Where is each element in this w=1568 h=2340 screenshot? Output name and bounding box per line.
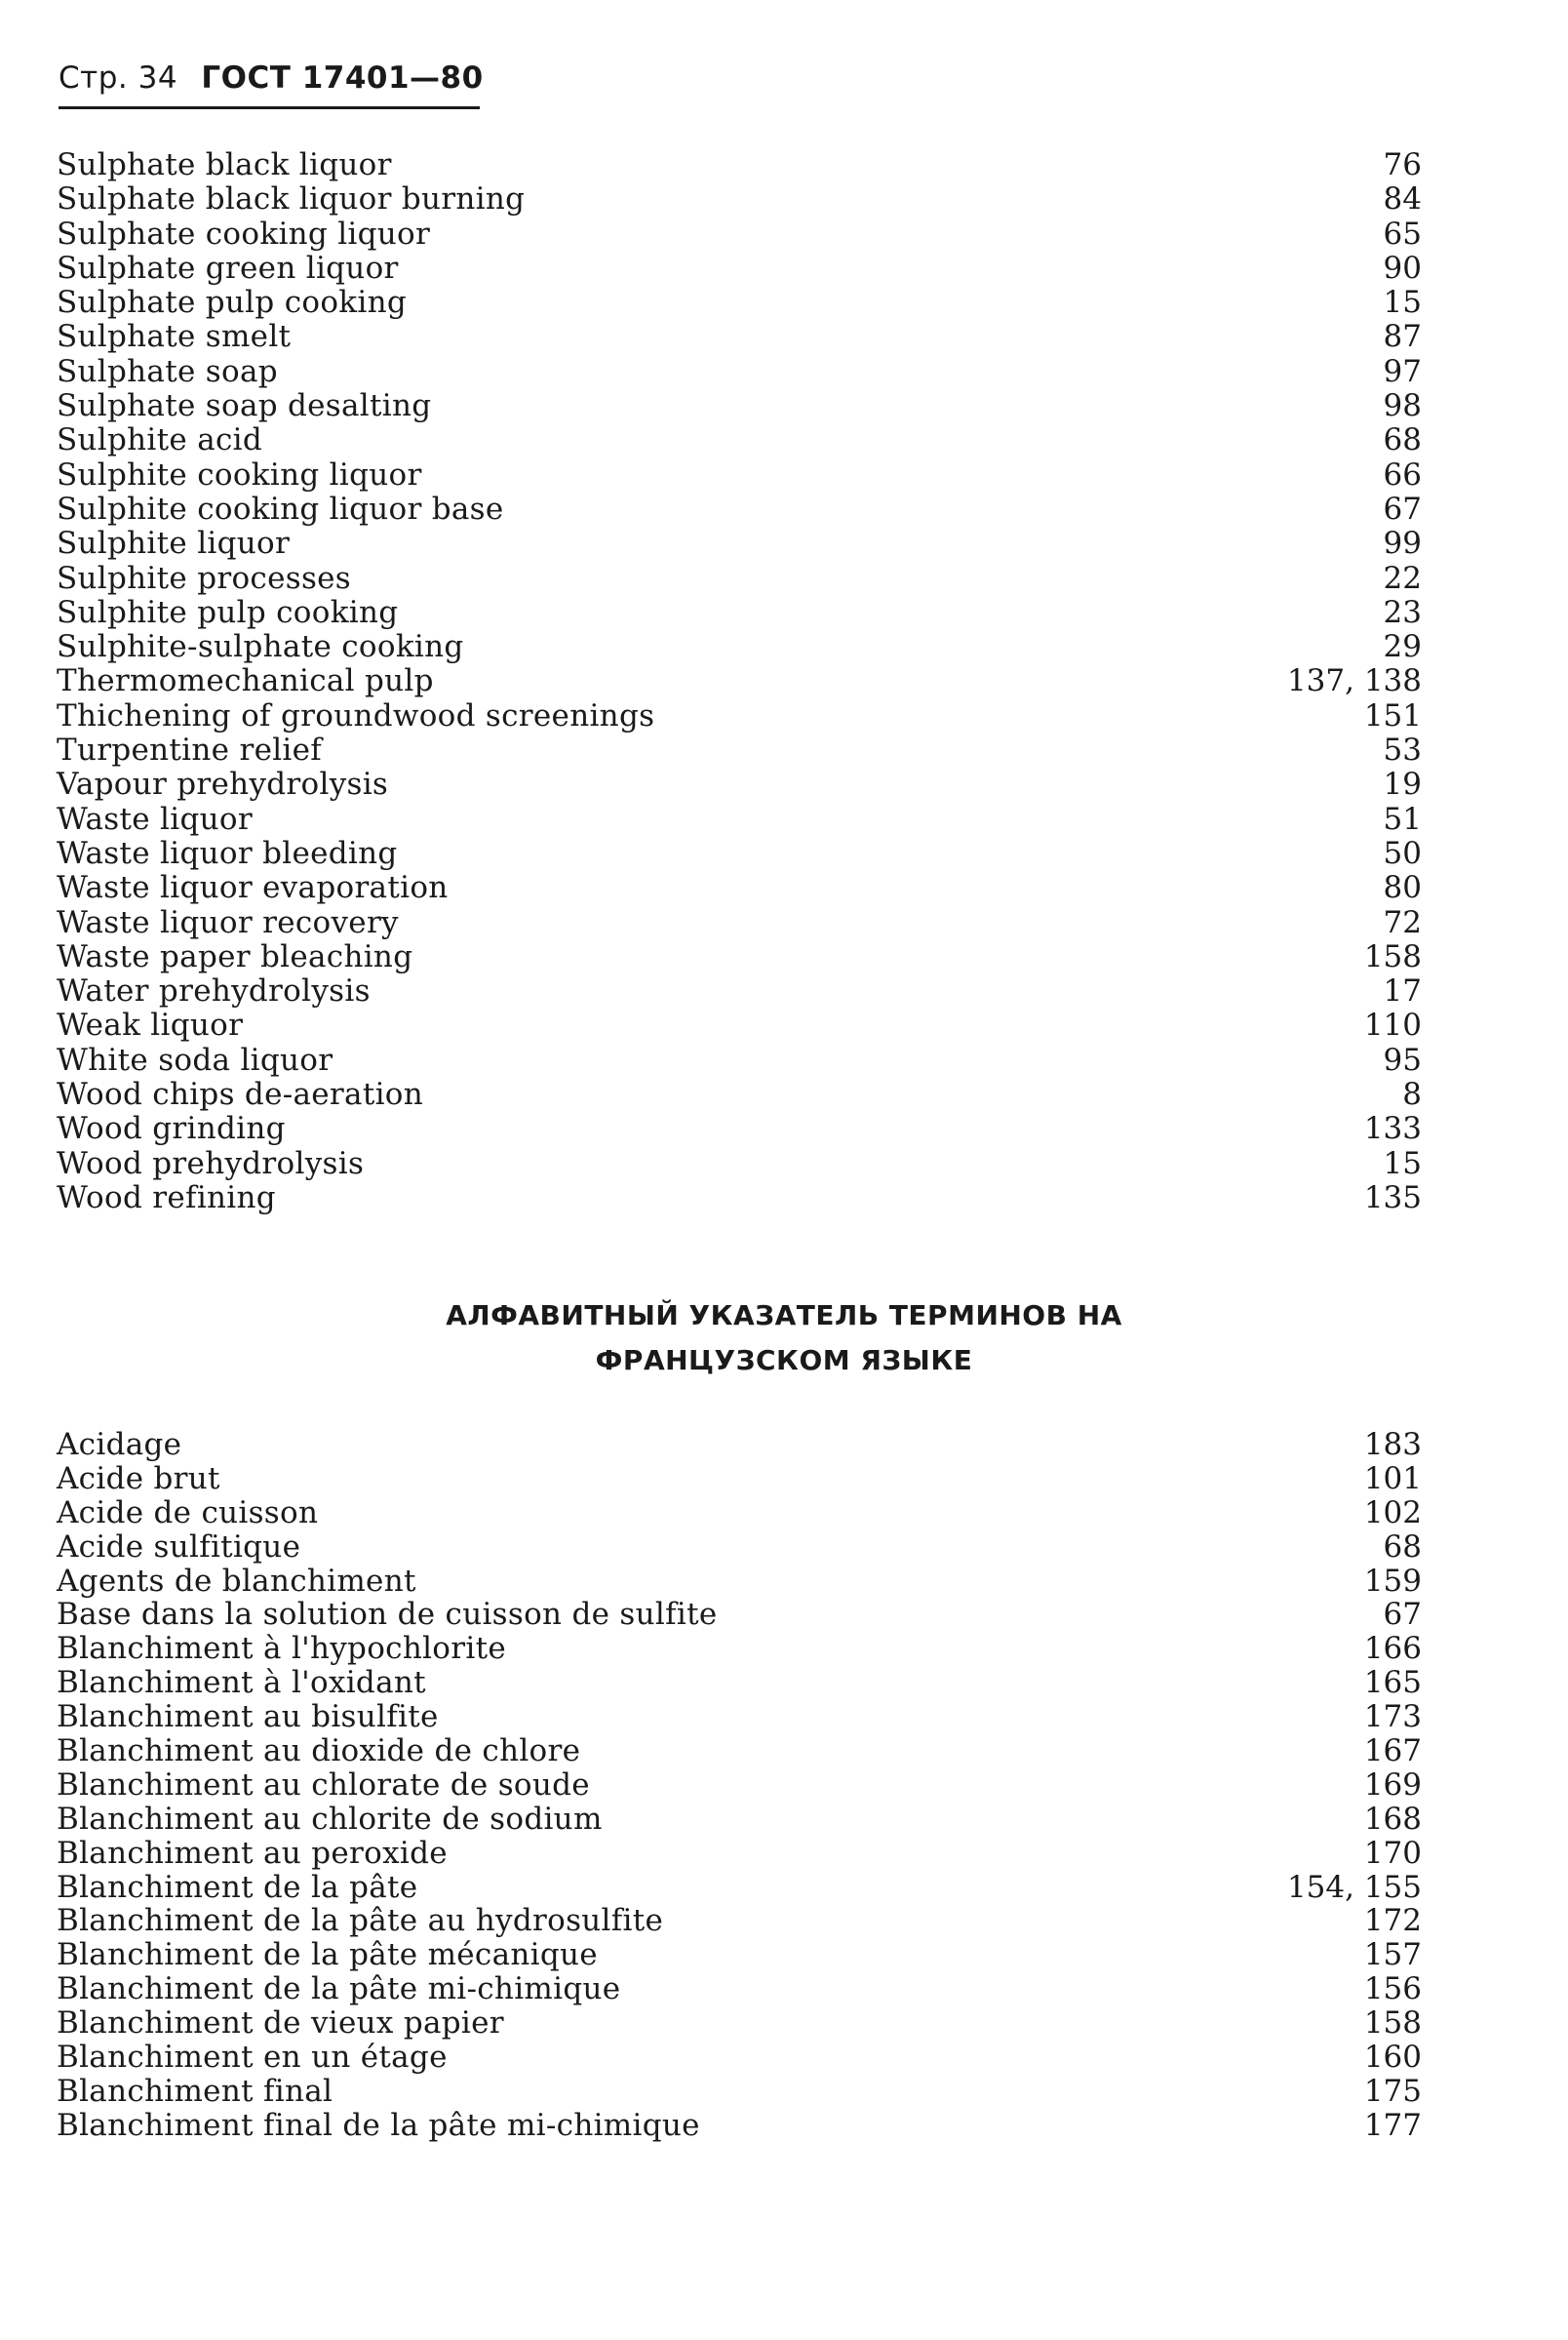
french-index-heading <box>0 1293 1568 1383</box>
index-term: White soda liquor <box>57 1042 333 1078</box>
index-term: Turpentine relief <box>57 733 323 769</box>
index-reference-number: 50 <box>1383 835 1422 871</box>
index-reference-number: 23 <box>1383 594 1422 630</box>
index-entry <box>57 1938 1422 1972</box>
index-term: Blanchiment au bisulfite <box>57 1699 439 1735</box>
index-reference-number: 175 <box>1363 2073 1422 2109</box>
index-entry <box>57 699 1422 734</box>
index-term: Sulphate cooking liquor <box>57 216 431 252</box>
index-reference-number: 133 <box>1363 1111 1422 1147</box>
index-term: Sulphite pulp cooking <box>57 594 399 630</box>
index-reference-number: 137, 138 <box>1286 663 1422 699</box>
index-term: Blanchiment au peroxide <box>57 1835 448 1871</box>
heading-line-2: ФРАНЦУЗСКОМ ЯЗЫКЕ <box>595 1344 973 1376</box>
index-reference-number: 67 <box>1383 1597 1422 1633</box>
index-term: Blanchiment de la pâte <box>57 1869 418 1905</box>
index-entry <box>57 148 1422 182</box>
index-reference-number: 65 <box>1383 216 1422 252</box>
index-term: Vapour prehydrolysis <box>57 767 389 803</box>
index-term: Weak liquor <box>57 1008 244 1044</box>
index-reference-number: 72 <box>1383 904 1422 940</box>
index-reference-number: 158 <box>1363 2005 1422 2042</box>
index-term: Sulphate black liquor burning <box>57 181 526 218</box>
index-reference-number: 158 <box>1363 938 1422 974</box>
index-term: Blanchiment de la pâte mécanique <box>57 1937 598 1973</box>
index-term: Blanchiment en un étage <box>57 2040 448 2076</box>
index-term: Agents de blanchiment <box>57 1563 416 1599</box>
english-term-index <box>57 148 1422 1215</box>
index-entry <box>57 389 1422 423</box>
index-reference-number: 68 <box>1383 422 1422 458</box>
index-term: Sulphite acid <box>57 422 263 458</box>
index-term: Blanchiment final <box>57 2073 333 2109</box>
index-reference-number: 135 <box>1363 1179 1422 1215</box>
index-term: Acidage <box>57 1427 182 1462</box>
index-entry <box>57 1112 1422 1146</box>
index-term: Blanchiment de la pâte mi-chimique <box>57 1971 621 2007</box>
index-term: Base dans la solution de cuisson de sulfite <box>57 1597 718 1633</box>
index-entry <box>57 458 1422 493</box>
index-reference-number: 170 <box>1363 1835 1422 1871</box>
index-term: Sulphate soap desalting <box>57 388 432 424</box>
index-entry <box>57 1565 1422 1599</box>
index-entry <box>57 1972 1422 2006</box>
index-term: Sulphate smelt <box>57 319 292 355</box>
page-number: Стр. 34 <box>59 60 178 96</box>
index-entry <box>57 1871 1422 1905</box>
index-reference-number: 22 <box>1383 560 1422 596</box>
index-entry <box>57 1428 1422 1462</box>
index-entry <box>57 1496 1422 1530</box>
index-reference-number: 19 <box>1383 767 1422 803</box>
index-entry <box>57 1181 1422 1215</box>
index-entry <box>57 2109 1422 2143</box>
index-term: Waste liquor bleeding <box>57 835 398 871</box>
index-term: Thermomechanical pulp <box>57 663 434 699</box>
index-entry <box>57 493 1422 527</box>
index-term: Waste paper bleaching <box>57 938 413 974</box>
index-term: Blanchiment à l'hypochlorite <box>57 1631 507 1667</box>
french-term-index <box>57 1428 1422 2143</box>
page-header <box>59 60 484 96</box>
index-reference-number: 67 <box>1383 491 1422 527</box>
index-entry <box>57 562 1422 596</box>
index-reference-number: 159 <box>1363 1563 1422 1599</box>
index-reference-number: 97 <box>1383 353 1422 389</box>
index-reference-number: 160 <box>1363 2040 1422 2076</box>
index-entry <box>57 1598 1422 1632</box>
index-reference-number: 151 <box>1363 697 1422 734</box>
index-entry <box>57 734 1422 768</box>
standard-code: ГОСТ 17401—80 <box>201 60 484 96</box>
index-reference-number: 68 <box>1383 1528 1422 1565</box>
index-term: Acide sulfitique <box>57 1528 301 1565</box>
index-term: Blanchiment final de la pâte mi-chimique <box>57 2107 700 2143</box>
index-term: Blanchiment au chlorate de soude <box>57 1766 590 1803</box>
index-reference-number: 76 <box>1383 147 1422 182</box>
index-term: Wood chips de-aeration <box>57 1077 424 1113</box>
index-term: Sulphite cooking liquor base <box>57 491 504 527</box>
index-entry <box>57 423 1422 457</box>
index-entry <box>57 527 1422 561</box>
index-reference-number: 110 <box>1363 1008 1422 1044</box>
index-term: Sulphate black liquor <box>57 147 392 182</box>
index-reference-number: 183 <box>1363 1427 1422 1462</box>
index-reference-number: 51 <box>1383 801 1422 837</box>
index-reference-number: 80 <box>1383 870 1422 906</box>
index-reference-number: 167 <box>1363 1733 1422 1769</box>
index-entry <box>57 940 1422 974</box>
index-entry <box>57 768 1422 802</box>
index-entry <box>57 1734 1422 1768</box>
index-term: Blanchiment de la pâte au hydrosulfite <box>57 1903 664 1939</box>
index-entry <box>57 2075 1422 2109</box>
index-reference-number: 15 <box>1383 285 1422 321</box>
index-term: Waste liquor recovery <box>57 904 399 940</box>
index-reference-number: 102 <box>1363 1494 1422 1530</box>
index-term: Sulphite liquor <box>57 526 291 562</box>
index-entry <box>57 2006 1422 2041</box>
index-entry <box>57 1700 1422 1734</box>
index-term: Blanchiment au dioxide de chlore <box>57 1733 581 1769</box>
index-entry <box>57 1462 1422 1496</box>
index-term: Thichening of groundwood screenings <box>57 697 655 734</box>
index-reference-number: 156 <box>1363 1971 1422 2007</box>
index-entry <box>57 1009 1422 1043</box>
index-entry <box>57 182 1422 217</box>
index-reference-number: 166 <box>1363 1631 1422 1667</box>
index-term: Waste liquor evaporation <box>57 870 449 906</box>
index-term: Blanchiment à l'oxidant <box>57 1665 426 1701</box>
index-reference-number: 90 <box>1383 250 1422 286</box>
index-entry <box>57 1837 1422 1871</box>
index-term: Sulphate soap <box>57 353 278 389</box>
index-term: Acide de cuisson <box>57 1494 319 1530</box>
index-reference-number: 99 <box>1383 526 1422 562</box>
index-entry <box>57 1078 1422 1112</box>
index-reference-number: 87 <box>1383 319 1422 355</box>
index-entry <box>57 286 1422 320</box>
index-entry <box>57 837 1422 871</box>
index-entry <box>57 630 1422 664</box>
index-reference-number: 8 <box>1402 1077 1422 1113</box>
index-reference-number: 165 <box>1363 1665 1422 1701</box>
index-reference-number: 168 <box>1363 1801 1422 1837</box>
index-entry <box>57 2041 1422 2075</box>
index-entry <box>57 803 1422 837</box>
index-entry <box>57 906 1422 940</box>
index-entry <box>57 1904 1422 1938</box>
index-term: Blanchiment au chlorite de sodium <box>57 1801 603 1837</box>
index-entry <box>57 1147 1422 1181</box>
index-reference-number: 157 <box>1363 1937 1422 1973</box>
index-term: Wood grinding <box>57 1111 286 1147</box>
index-term: Sulphite processes <box>57 560 352 596</box>
index-reference-number: 98 <box>1383 388 1422 424</box>
index-term: Sulphate green liquor <box>57 250 399 286</box>
index-entry <box>57 1803 1422 1837</box>
index-term: Sulphite cooking liquor <box>57 456 422 493</box>
index-entry <box>57 664 1422 698</box>
index-entry <box>57 1044 1422 1078</box>
index-entry <box>57 1530 1422 1565</box>
index-entry <box>57 871 1422 905</box>
index-entry <box>57 320 1422 354</box>
header-underline <box>59 106 480 109</box>
index-term: Wood refining <box>57 1179 276 1215</box>
index-entry <box>57 974 1422 1009</box>
index-reference-number: 177 <box>1363 2107 1422 2143</box>
index-term: Sulphate pulp cooking <box>57 285 407 321</box>
index-reference-number: 172 <box>1363 1903 1422 1939</box>
index-term: Blanchiment de vieux papier <box>57 2005 504 2042</box>
index-reference-number: 66 <box>1383 456 1422 493</box>
index-term: Sulphite-sulphate cooking <box>57 629 464 665</box>
index-term: Waste liquor <box>57 801 253 837</box>
index-entry <box>57 596 1422 630</box>
index-reference-number: 169 <box>1363 1766 1422 1803</box>
index-entry <box>57 252 1422 286</box>
index-reference-number: 29 <box>1383 629 1422 665</box>
index-term: Acide brut <box>57 1460 220 1496</box>
index-entry <box>57 1768 1422 1803</box>
index-reference-number: 53 <box>1383 733 1422 769</box>
index-reference-number: 101 <box>1363 1460 1422 1496</box>
heading-line-1: АЛФАВИТНЫЙ УКАЗАТЕЛЬ ТЕРМИНОВ НА <box>446 1299 1122 1331</box>
index-reference-number: 17 <box>1383 973 1422 1010</box>
index-reference-number: 173 <box>1363 1699 1422 1735</box>
index-term: Wood prehydrolysis <box>57 1145 365 1181</box>
index-reference-number: 154, 155 <box>1286 1869 1422 1905</box>
index-entry <box>57 355 1422 389</box>
index-entry <box>57 1632 1422 1666</box>
index-reference-number: 15 <box>1383 1145 1422 1181</box>
index-entry <box>57 218 1422 252</box>
index-reference-number: 95 <box>1383 1042 1422 1078</box>
index-entry <box>57 1666 1422 1700</box>
index-term: Water prehydrolysis <box>57 973 371 1010</box>
index-reference-number: 84 <box>1383 181 1422 218</box>
